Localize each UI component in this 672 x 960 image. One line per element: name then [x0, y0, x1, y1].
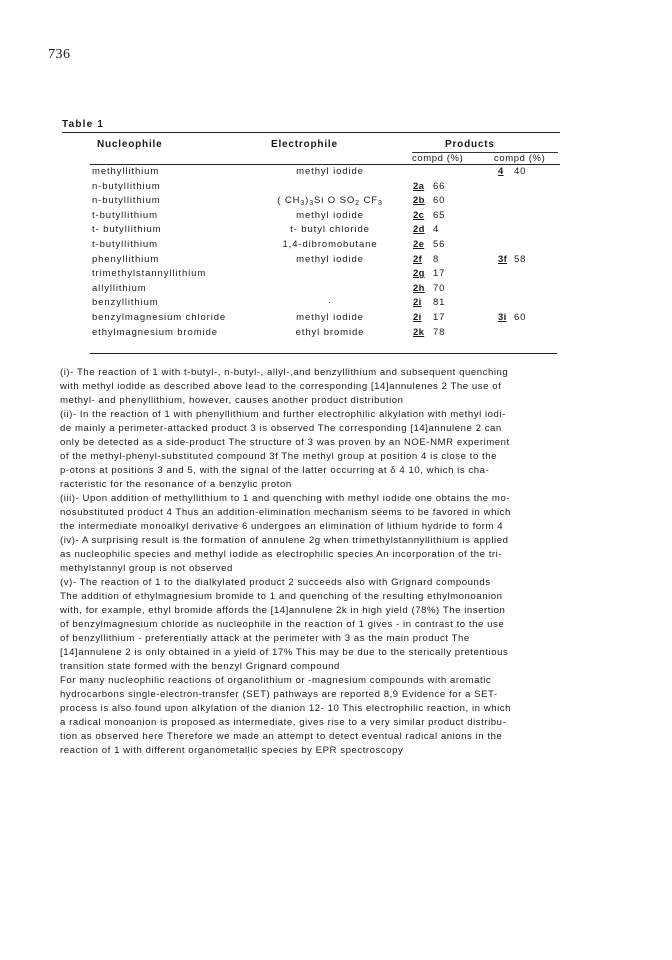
- yield-cell: 81: [433, 297, 446, 309]
- electrophile-cell: methyl iodide: [296, 166, 364, 177]
- text-line: of benzyllithium - preferentially attack at the perimeter with 3 as the main product The: [60, 633, 470, 644]
- header-electrophile: Electrophile: [271, 139, 338, 150]
- nucleophile-cell: trimethylstannyllithium: [92, 268, 207, 280]
- text-line: of the methyl-phenyl-substituted compound 3f The methyl group at position 4 is close to the: [60, 451, 498, 462]
- nucleophile-cell: benzyllithium: [92, 297, 159, 309]
- table-row: [0, 283, 672, 297]
- text-line: The addition of ethylmagnesium bromide to 1 and quenching of the resulting ethylmonoanion: [60, 591, 503, 602]
- page-number: 736: [48, 47, 71, 62]
- table-row: [0, 327, 672, 341]
- subheader-compd-1: compd (%): [412, 153, 464, 164]
- compound-cell: 3f: [498, 253, 508, 265]
- electrophile-cell: methyl iodide: [296, 253, 364, 265]
- table-row: [0, 297, 672, 311]
- compound-cell: 2d: [413, 224, 425, 236]
- nucleophile-cell: allyllithium: [92, 282, 147, 294]
- table-row: [0, 254, 672, 268]
- table-row: [0, 239, 672, 253]
- nucleophile-cell: t- butyllithium: [92, 224, 162, 236]
- compound-cell: 2i: [413, 297, 422, 309]
- table-header-rule: [90, 164, 560, 165]
- yield-cell: 78: [433, 326, 446, 338]
- yield-cell: 65: [433, 209, 446, 221]
- subheader-compd-2: compd (%): [494, 153, 546, 164]
- compound-cell: 3i: [498, 312, 507, 323]
- text-line: (ii)- In the reaction of 1 with phenyllithium and further electrophilic alkylation with methyl iodi-: [60, 409, 506, 420]
- table-row: [0, 224, 672, 238]
- yield-cell: 40: [514, 166, 527, 177]
- electrophile-cell: ethyl bromide: [295, 326, 365, 338]
- text-line: as nucleophilic species and methyl iodide as electrophilic species An incorporation of the tri-: [60, 549, 503, 560]
- text-line: with methyl iodide as described above lead to the corresponding [14]annulenes 2 The use of: [60, 381, 502, 392]
- text-line: p-otons at positions 3 and 5, with the signal of the latter occurring at δ 4 10, which is cha-: [60, 465, 490, 476]
- compound-cell: 2c: [413, 209, 425, 221]
- compound-cell: 2g: [413, 268, 425, 280]
- text-line: reaction of 1 with different organometallic species by EPR spectroscopy: [60, 745, 404, 756]
- electrophile-cell: methyl iodide: [296, 209, 364, 221]
- text-line: (iv)- A surprising result is the formation of annulene 2g when trimethylstannyllithium is applied: [60, 535, 509, 546]
- electrophile-cell: methyl iodide: [296, 312, 364, 323]
- nucleophile-cell: t-butyllithium: [92, 209, 158, 221]
- table-row: [0, 195, 672, 209]
- text-line: a radical monoanion is proposed as intermediate, gives rise to a very similar product distribu-: [60, 717, 507, 728]
- compound-cell: 4: [498, 166, 504, 177]
- compound-cell: 2f: [413, 253, 423, 265]
- compound-cell: 2i: [413, 312, 422, 323]
- nucleophile-cell: n-butyllithium: [92, 195, 161, 207]
- text-line: with, for example, ethyl bromide affords the [14]annulene 2k in high yield (78%) The insertion: [60, 605, 506, 616]
- text-line: only be detected as a side-product The structure of 3 was proven by an NOE-NMR experiment: [60, 437, 510, 448]
- yield-cell: 60: [433, 195, 446, 207]
- yield-cell: 17: [433, 268, 446, 280]
- text-line: tion as observed here Therefore we made an attempt to detect eventual radical anions in the: [60, 731, 503, 742]
- yield-cell: 17: [433, 312, 446, 323]
- table-row: [0, 268, 672, 282]
- text-line: (v)- The reaction of 1 to the dialkylated product 2 succeeds also with Grignard compounds: [60, 577, 491, 588]
- table-top-rule: [62, 132, 560, 133]
- electrophile-cell: ·: [327, 297, 333, 309]
- table-row: [0, 312, 672, 326]
- table-bottom-rule: [90, 353, 557, 354]
- text-line: For many nucleophilic reactions of organolithium or -magnesium compounds with aromatic: [60, 675, 492, 686]
- compound-cell: 2k: [413, 326, 425, 338]
- nucleophile-cell: ethylmagnesium bromide: [92, 326, 218, 338]
- text-line: methylstannyl group is not observed: [60, 563, 233, 574]
- yield-cell: 58: [514, 253, 527, 265]
- nucleophile-cell: phenyllithium: [92, 253, 160, 265]
- table-label: Table 1: [62, 119, 105, 130]
- nucleophile-cell: benzylmagnesium chloride: [92, 312, 227, 323]
- compound-cell: 2h: [413, 282, 425, 294]
- header-products: Products: [445, 139, 495, 150]
- electrophile-cell: t- butyl chloride: [290, 224, 370, 236]
- nucleophile-cell: t-butyllithium: [92, 239, 158, 250]
- text-line: transition state formed with the benzyl Grignard compound: [60, 661, 340, 672]
- text-line: the intermediate monoalkyl derivative 6 undergoes an elimination of lithium hydride to form 4: [60, 521, 504, 532]
- body-text: [60, 366, 580, 758]
- text-line: of benzylmagnesium chloride as nucleophile in the reaction of 1 gives - in contrast to the use: [60, 619, 505, 630]
- nucleophile-cell: n-butyllithium: [92, 180, 161, 192]
- yield-cell: 56: [433, 239, 446, 250]
- text-line: [14]annulene 2 is only obtained in a yield of 17% This may be due to the sterically pretentious: [60, 647, 509, 658]
- yield-cell: 60: [514, 312, 527, 323]
- electrophile-cell: 1,4-dibromobutane: [282, 239, 378, 250]
- text-line: methyl- and phenyllithium, however, causes another product distribution: [60, 395, 404, 406]
- yield-cell: 8: [433, 253, 440, 265]
- yield-cell: 66: [433, 180, 446, 192]
- table-row: [0, 210, 672, 224]
- table-row: [0, 181, 672, 195]
- table-row: [0, 166, 672, 180]
- text-line: nosubstituted product 4 Thus an addition-elimination mechanism seems to be favored in which: [60, 507, 511, 518]
- yield-cell: 4: [433, 224, 440, 236]
- text-line: hydrocarbons single-electron-transfer (SET) pathways are reported 8,9 Evidence for a SET-: [60, 689, 498, 700]
- yield-cell: 70: [433, 282, 446, 294]
- compound-cell: 2e: [413, 239, 425, 250]
- nucleophile-cell: methyllithium: [92, 166, 160, 177]
- electrophile-cell: ( $CH_3)_3Si$ O $SO_2$ $CF_3$: [277, 195, 383, 208]
- text-line: (iii)- Upon addition of methyllithium to 1 and quenching with methyl iodide one obtains the mo-: [60, 493, 511, 504]
- text-line: (i)- The reaction of 1 with t-butyl-, n-butyl-, allyl-,and benzyllithium and subsequent quenching: [60, 367, 509, 378]
- header-nucleophile: Nucleophile: [97, 139, 163, 150]
- text-line: de mainly a perimeter-attacked product 3 is observed The corresponding [14]annulene 2 can: [60, 423, 502, 434]
- text-line: racteristic for the resonance of a benzylic proton: [60, 479, 292, 490]
- text-line: process is also found upon alkylation of the dianion 12- 10 This electrophilic reaction, in which: [60, 703, 512, 714]
- compound-cell: 2a: [413, 180, 425, 192]
- compound-cell: 2b: [413, 195, 425, 207]
